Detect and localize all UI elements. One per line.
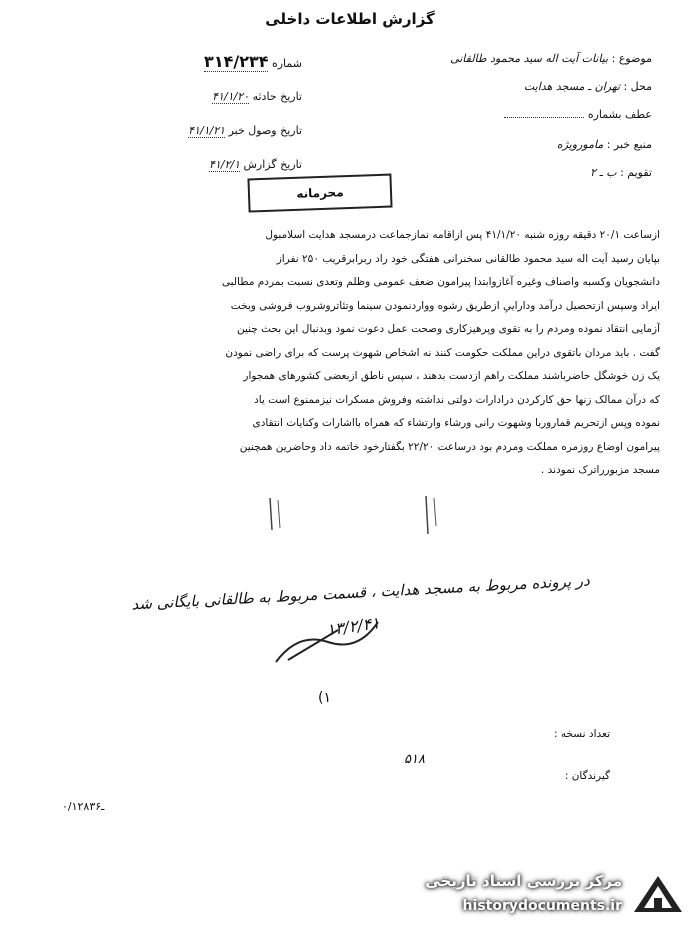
place-value: تهران ـ مسجد هدایت (523, 80, 620, 93)
body-line: که درآن ممالک زنها حق کارکردن درادارات دولتی نداشته وفروش مسکرات نیزممنوع است یاد (254, 393, 660, 406)
report-date-value: ۴۱/۲/۱ (208, 158, 240, 171)
received-date-label: تاریخ وصول خبر (228, 124, 302, 137)
received-date-value: ۴۱/۱/۲۱ (188, 124, 226, 137)
handwritten-scribble (268, 612, 388, 672)
body-line: آزمایی انتقاد نموده ومردم را به تقوی وپرهیزکاری وصحت عمل دعوت نمود وبدنبال این بحث چنین (237, 323, 660, 335)
confidential-stamp: محرمانه (247, 173, 392, 212)
source-label: منبع خبر (613, 138, 652, 151)
subject-label: موضوع (618, 52, 652, 65)
body-line: مسجد مزبورراترک نمودند . (540, 464, 660, 476)
source-value: مامورویژه (556, 138, 604, 151)
number-row (62, 52, 302, 72)
place-label: محل (630, 80, 652, 93)
recipients-label: گیرندگان : (564, 770, 610, 782)
body-line: ازساعت ۲۰/۱ دقیقه روزه شنبه ۴۱/۱/۲۰ پس ازاقامه نمازجماعت درمسجد هدایت اسلامبول (265, 229, 660, 241)
ref-label: عطف بشماره (587, 108, 652, 121)
event-date-label: تاریخ حادثه (252, 90, 302, 103)
handwritten-note: در پرونده مربوط به مسجد هدایت ، قسمت مربوط به طالقانی بایگانی شد (131, 571, 591, 614)
recipients-value: ۵۱۸ (404, 752, 425, 767)
footnote-mark: (۱ (318, 690, 331, 706)
number-label: شماره (271, 57, 302, 70)
watermark-url: historydocuments.ir (462, 898, 622, 914)
body-line: یک زن خوشگل حاضرباشند مملکت راهم ازدست بدهند ، سپس ناطق ازبعضی کشورهای همجوار (243, 370, 660, 382)
archive-logo-icon (630, 868, 686, 924)
rating-value: ب ـ ۲ (590, 166, 617, 179)
rating-label: تقویم (627, 166, 652, 179)
body-line: نموده وپس ازتحریم قماروربا وشهوت رانی ورشاء وارتشاء که همراه بااشارات وکنایات انتقادی (252, 417, 660, 429)
subject-value: بیانات آیت اله سید محمود طالقانی (450, 52, 609, 65)
watermark-title: مرکز بررسی اسناد تاریخی (425, 872, 622, 890)
document-number: ۰/۱۲۸ـ۳۶ (62, 800, 105, 813)
body-line: بپایان رسید آیت اله سید محمود طالقانی سخنرانی هفتگی خود راد ربرابرقریب ۲۵۰ نفراز (276, 252, 660, 265)
event-date-value: ۴۱/۱/۲۰ (212, 90, 250, 103)
ref-row (312, 108, 652, 121)
report-body (30, 224, 660, 483)
ref-value (504, 117, 584, 118)
handwritten-date: ۱۳/۲/۴۱ (325, 613, 381, 640)
copies-label: تعداد نسخه : (553, 728, 610, 740)
place-row: محل : تهران ـ مسجد هدایت (523, 80, 652, 93)
signature-strokes (258, 490, 458, 540)
body-line: دانشجویان وکسبه واصناف وغیره آغازوابتدا پیرامون ضعف عمومی وظلم وتعدی نسبت بمردم مطالبی (221, 276, 660, 288)
subject-row: موضوع : بیانات آیت اله سید محمود طالقانی (450, 52, 652, 65)
body-line: پیرامون اوضاع روزمره مملکت ومردم بود درساعت ۲۲/۲۰ بگفتارخود خاتمه داد وحاضرین همچنین (239, 440, 660, 453)
body-line: ایراد وسپس ازتحصیل درآمد وداراییِ ازطریق رشوه وواردنمودن سینما وتئاتروشروب فروشی وبخت (230, 299, 660, 312)
report-date-label: تاریخ گزارش (243, 158, 302, 171)
source-row: منبع خبر : مامورویژه (556, 138, 652, 151)
report-title: گزارش اطلاعات داخلی (265, 10, 435, 28)
rating-row: تقویم : ب ـ ۲ (590, 166, 652, 179)
received-date-row (62, 124, 302, 138)
report-date-row (62, 158, 302, 172)
number-value: ۳۱۴/۲۳۴ (204, 52, 269, 71)
event-date-row (62, 90, 302, 104)
body-line: گفت . باید مردان باتقوی دراین مملکت حکومت کنند نه اشخاص شهوت پرست که برای راضی نمودن (225, 346, 660, 359)
